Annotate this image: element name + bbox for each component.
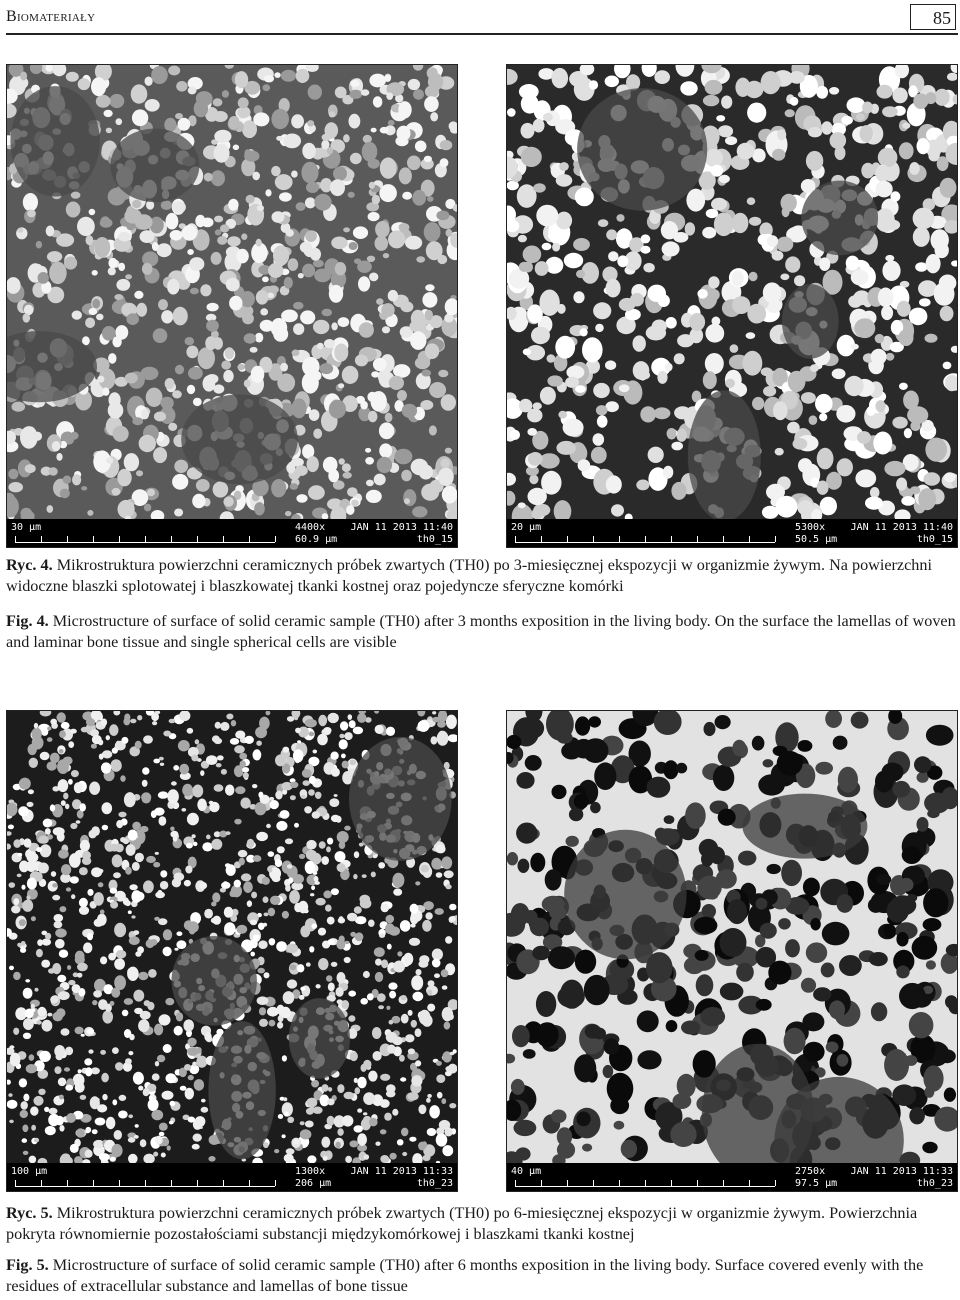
magnification: 1300x <box>295 1166 326 1177</box>
acquisition-date: JAN 11 2013 11:40 <box>850 522 953 533</box>
micrograph-texture <box>7 711 457 1191</box>
sem-image-fig5-left <box>6 710 458 1192</box>
sem-image-fig4-right <box>506 64 958 548</box>
caption-label: Ryc. 4. <box>6 556 53 574</box>
acquisition-date: JAN 11 2013 11:33 <box>850 1166 953 1177</box>
caption-text: Microstructure of surface of solid ceramic sample (TH0) after 3 months exposition in the living body. On the surface the lamellas of woven and laminar bone tissue and single spherical cells are visible <box>6 612 956 651</box>
scale-length: 30 µm <box>11 522 42 533</box>
caption-en-fig5 <box>6 1255 956 1297</box>
caption-pl-fig4 <box>6 555 956 597</box>
caption-label: Fig. 5. <box>6 1256 49 1274</box>
magnification: 2750x <box>795 1166 826 1177</box>
micrograph-texture <box>507 711 957 1191</box>
sem-image-fig5-right <box>506 710 958 1192</box>
caption-text: Mikrostruktura powierzchni ceramicznych próbek zwartych (TH0) po 3-miesięcznej ekspozycji w organizmie żywym. Na powierzchni widoczne blaszki splotowatej i blaszkowatej tkanki kostnej oraz pojedyncze sferyczne komórki <box>6 556 932 595</box>
page-number: 85 <box>910 4 956 30</box>
sem-databar <box>507 1163 957 1191</box>
scale-bar <box>15 536 275 543</box>
sem-databar <box>7 519 457 547</box>
scale-length: 20 µm <box>511 522 542 533</box>
sample-id: th0_15 <box>416 534 453 545</box>
caption-pl-fig5 <box>6 1203 956 1245</box>
magnification: 5300x <box>795 522 826 533</box>
scale-length: 40 µm <box>511 1166 542 1177</box>
magnification: 4400x <box>295 522 326 533</box>
sample-id: th0_15 <box>916 534 953 545</box>
caption-label: Ryc. 5. <box>6 1204 53 1222</box>
caption-en-fig4 <box>6 611 956 653</box>
scale-bar <box>515 536 775 543</box>
acquisition-date: JAN 11 2013 11:40 <box>350 522 453 533</box>
header-rule <box>6 33 958 35</box>
sem-image-fig4-left <box>6 64 458 548</box>
horizontal-field-width: 50.5 µm <box>795 534 838 545</box>
caption-label: Fig. 4. <box>6 612 49 630</box>
caption-text: Mikrostruktura powierzchni ceramicznych próbek zwartych (TH0) po 6-miesięcznej ekspozycji w organizmie żywym. Powierzchnia pokryta równomiernie pozostałościami substancji międzykomórkowej i blaszkami tkanki kostnej <box>6 1204 918 1243</box>
scale-bar <box>515 1180 775 1187</box>
sample-id: th0_23 <box>916 1178 953 1189</box>
page-header <box>6 4 956 34</box>
acquisition-date: JAN 11 2013 11:33 <box>350 1166 453 1177</box>
sem-databar <box>7 1163 457 1191</box>
horizontal-field-width: 60.9 µm <box>295 534 338 545</box>
sample-id: th0_23 <box>416 1178 453 1189</box>
micrograph-texture <box>7 65 457 547</box>
horizontal-field-width: 206 µm <box>295 1178 332 1189</box>
horizontal-field-width: 97.5 µm <box>795 1178 838 1189</box>
scale-bar <box>15 1180 275 1187</box>
micrograph-texture <box>507 65 957 547</box>
sem-databar <box>507 519 957 547</box>
caption-text: Microstructure of surface of solid ceramic sample (TH0) after 6 months exposition in the living body. Surface covered evenly with the residues of extracellular substance and lamellas of bone tissue <box>6 1256 924 1295</box>
scale-length: 100 µm <box>11 1166 48 1177</box>
running-title: Biomateriały <box>6 8 96 25</box>
